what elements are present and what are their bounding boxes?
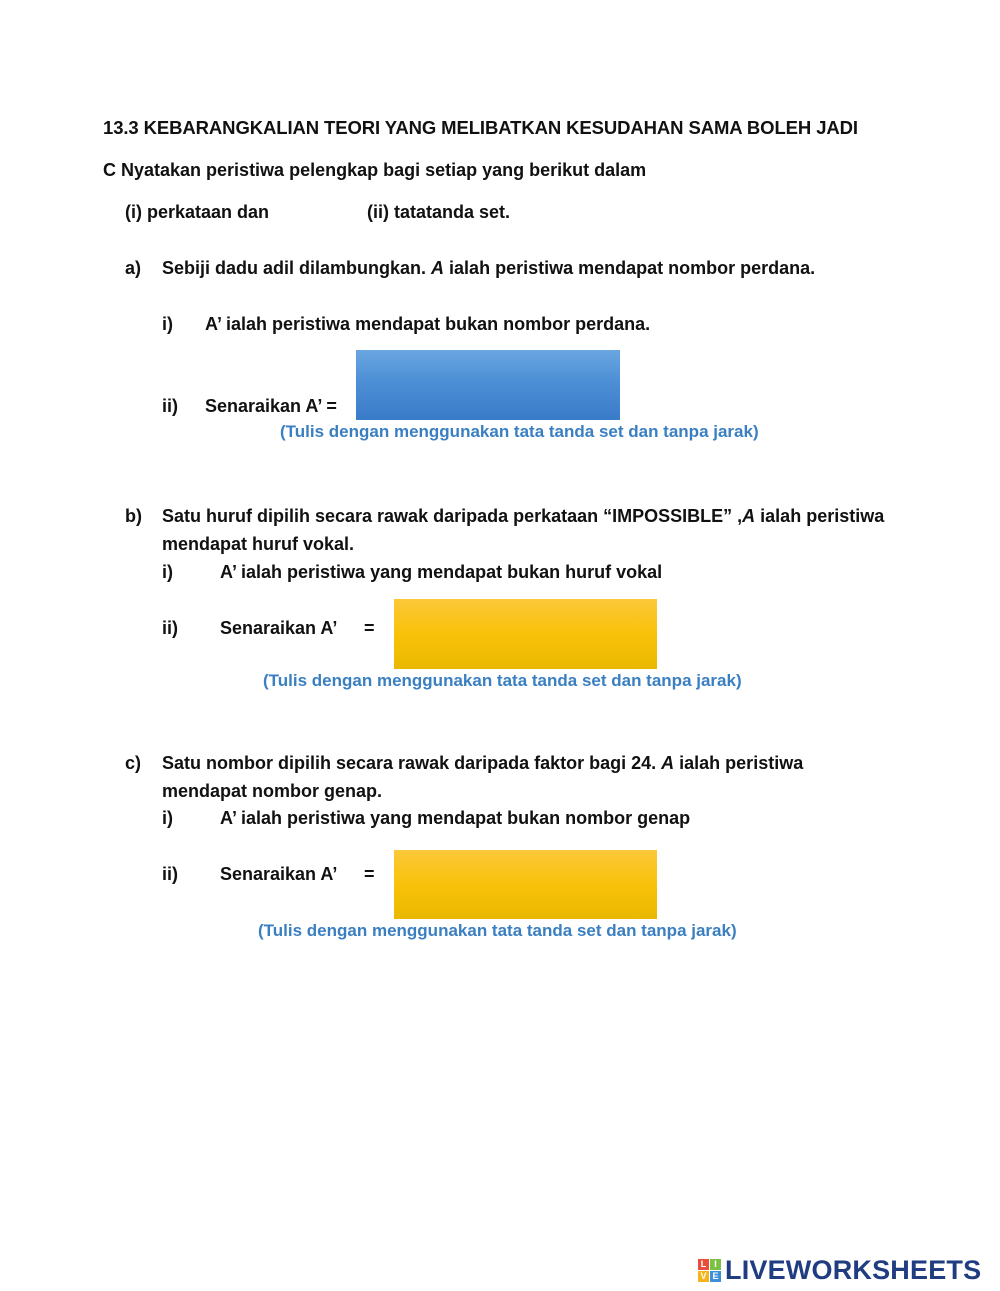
logo-letter-l: L (698, 1259, 709, 1270)
question-b-text-part: ialah peristiwa (755, 506, 885, 526)
liveworksheets-logo (698, 1255, 981, 1286)
answer-input-a[interactable] (356, 350, 620, 420)
question-a-label: a) (125, 258, 142, 278)
question-b-i-text: A’ ialah peristiwa yang mendapat bukan huruf vokal (220, 562, 663, 582)
hint-text-b: (Tulis dengan menggunakan tata tanda set dan tanpa jarak) (263, 671, 742, 690)
question-c-ii-text: Senaraikan A’ (220, 864, 338, 884)
logo-letter-v: V (698, 1271, 709, 1282)
hint-text-c: (Tulis dengan menggunakan tata tanda set dan tanpa jarak) (258, 921, 737, 940)
logo-text: LIVEWORKSHEETS (725, 1255, 982, 1285)
instruction-text: C Nyatakan peristiwa pelengkap bagi setiap yang berikut dalam (103, 160, 647, 180)
live-logo-icon (698, 1259, 721, 1282)
question-b-text-line2: mendapat huruf vokal. (162, 534, 355, 554)
question-c-text-part: ialah peristiwa (674, 753, 804, 773)
question-c-ii-label: ii) (162, 864, 178, 884)
question-a-text (162, 257, 815, 279)
question-a-i-label: i) (162, 314, 173, 334)
part-ii-label: (ii) tatatanda set. (367, 202, 511, 222)
question-c-i-label: i) (162, 808, 173, 828)
question-c-equals: = (364, 864, 375, 884)
question-b-equals: = (364, 618, 375, 638)
page-title: 13.3 KEBARANGKALIAN TEORI YANG MELIBATKAN KESUDAHAN SAMA BOLEH JADI (103, 117, 858, 138)
question-a-text-part: Sebiji dadu adil dilambungkan. (162, 258, 432, 278)
question-b-ii-label: ii) (162, 618, 178, 638)
question-b-i-label: i) (162, 562, 173, 582)
question-b-ii-text: Senaraikan A’ (220, 618, 338, 638)
question-c-i-text: A’ ialah peristiwa yang mendapat bukan nombor genap (220, 808, 691, 828)
question-c-text (162, 752, 803, 774)
question-a-ii-label: ii) (162, 396, 178, 416)
question-b-text (162, 505, 884, 527)
logo-letter-i: I (710, 1259, 721, 1270)
part-i-label: (i) perkataan dan (125, 202, 270, 222)
question-c-text-line2: mendapat nombor genap. (162, 781, 383, 801)
question-b-event-symbol: A (742, 506, 756, 526)
answer-input-b[interactable] (394, 599, 657, 669)
question-b-text-part: Satu huruf dipilih secara rawak daripada perkataan “IMPOSSIBLE” , (162, 506, 743, 526)
question-b-label: b) (125, 506, 142, 526)
question-a-text-part: ialah peristiwa mendapat nombor perdana. (444, 258, 816, 278)
question-c-label: c) (125, 753, 142, 773)
question-a-event-symbol: A (431, 258, 445, 278)
question-c-event-symbol: A (661, 753, 675, 773)
question-a-i-text: A’ ialah peristiwa mendapat bukan nombor perdana. (205, 314, 651, 334)
hint-text-a: (Tulis dengan menggunakan tata tanda set dan tanpa jarak) (280, 422, 759, 441)
answer-input-c[interactable] (394, 850, 657, 919)
logo-letter-e: E (710, 1271, 721, 1282)
question-a-ii-text: Senaraikan A’ = (205, 396, 337, 416)
question-c-text-part: Satu nombor dipilih secara rawak daripada faktor bagi 24. (162, 753, 662, 773)
